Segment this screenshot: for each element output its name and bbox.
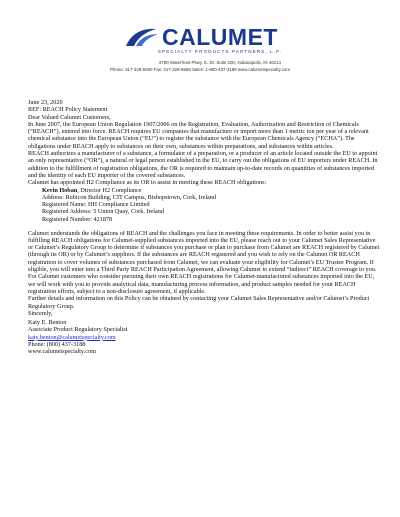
- representative-block: [42, 187, 380, 223]
- company-tagline: SPECIALTY PRODUCTS PARTNERS, L.P.: [157, 49, 283, 54]
- letter-salutation: Dear Valued Calumet Customers,: [28, 113, 111, 121]
- signature-block: [28, 319, 380, 355]
- paragraph-trustee-program: Calumet understands the obligations of REACH and the challenges you face in meeting these requirements. In order to better assist you in fulfilling REACH obligations for Calumet-supplied substances imported into the EU, please reach out to your Calumet Sales Representative or Calumet’s Regulatory Group to determine if substances you purchase or plan to purchase from Calumet are REACH registered by Calumet (through its OR) or by Calumet’s suppliers. If the substances are REACH registered and you wish to rely on the Calumet OR REACH registration to cover volumes of substances purchased from Calumet, we can evaluate your eligibility for Calumet’s EU Trustee Program. If eligible, you will enter into a Third Party REACH Participation Agreement, allowing Calumet to extend “indirect” REACH coverage to you.: [28, 229, 380, 274]
- signer-email-link[interactable]: katy.benton@calumetspecialty.com: [28, 333, 116, 341]
- representative-address: Address: Rubicon Building, CIT Campus, Bishopstown, Cork, Ireland: [42, 193, 216, 201]
- letterhead-address: [0, 59, 400, 73]
- representative-registered-address: Registered Address: 5 Union Quay, Cork. Ireland: [42, 208, 164, 216]
- paragraph-or-appointment: Calumet has appointed H2 Compliance as its OR to assist in meeting these REACH obligations:: [28, 179, 267, 187]
- address-line: 2780 Waterfront Pkwy. E. Dr. Suite 200, Indianapolis, IN 46214: [158, 60, 282, 65]
- representative-name-line: [42, 187, 380, 194]
- company-name: CALUMET: [162, 24, 278, 50]
- representative-name: Kevin Hoban: [42, 186, 78, 194]
- letter-closing: Sincerely,: [28, 309, 53, 317]
- paragraph-own-registration: For Calumet customers who consider pursuing their own REACH registrations for Calumet-manufactured substances imported into the EU, we will work with you to provide analytical data, manufacturing process information, and product samples needed for your REACH registration efforts, subject to a non-disclosure agreement, if applicable.: [28, 273, 375, 295]
- signer-title: Associate Product Regulatory Specialist: [28, 326, 128, 334]
- signer-phone: Phone: (800) 437-3188: [28, 341, 86, 348]
- flame-logo-icon: [122, 26, 160, 48]
- representative-registered-name: Registered Name: HH Compliance Limited: [42, 201, 150, 209]
- paragraph-further-details: Further details and information on this Policy can be obtained by contacting your Calumet Sales Representative and/or Calumet’s Product Regulatory Group.: [28, 295, 370, 310]
- representative-registered-number: Registered Number: 421878: [42, 215, 113, 223]
- signer-name: Katy E. Benton: [28, 319, 67, 327]
- letter-body: [28, 99, 380, 356]
- contact-line: Phone: 317-328-5660 Fax: 317-328-5668 Sales: 1-800-437-3188 www.calumetspecialty.com: [109, 67, 291, 72]
- company-logo: [0, 26, 400, 48]
- representative-title: , Director H2 Compliance: [77, 186, 142, 194]
- paragraph-only-representative: REACH authorizes a manufacturer of a substance, a formulator of a preparation, or a producer of an article located outside the EU to appoint an only representative (“OR”), a natural or legal person established in the EU, to carry out the obligations of EU importers under REACH. In addition to the fulfillment of registration obligations, the OR is required to maintain up-to-date records on quantities of substances imported and the identity of each EU importer of the covered substances.: [28, 150, 378, 179]
- signer-website: www.calumetspecialty.com: [28, 348, 96, 356]
- paragraph-reach-intro: In June 2007, the European Union Regulation 1907/2006 on the Registration, Evaluation, Authorization and Restriction of Chemicals (“REACH”), entered into force. REACH requires EU companies that manufacture or import more than 1 metric ton per year of a relevant chemical substance into the European Union (“EU”) to register the substance with the European Chemicals Agency (“ECHA”). The obligations under REACH apply to substances on their own, substances within preparations, and substances within articles.: [28, 120, 369, 150]
- letter-date: June 23, 2020: [28, 99, 63, 106]
- letterhead: [0, 26, 400, 73]
- letter-reference: REF: REACH Policy Statement: [28, 106, 108, 114]
